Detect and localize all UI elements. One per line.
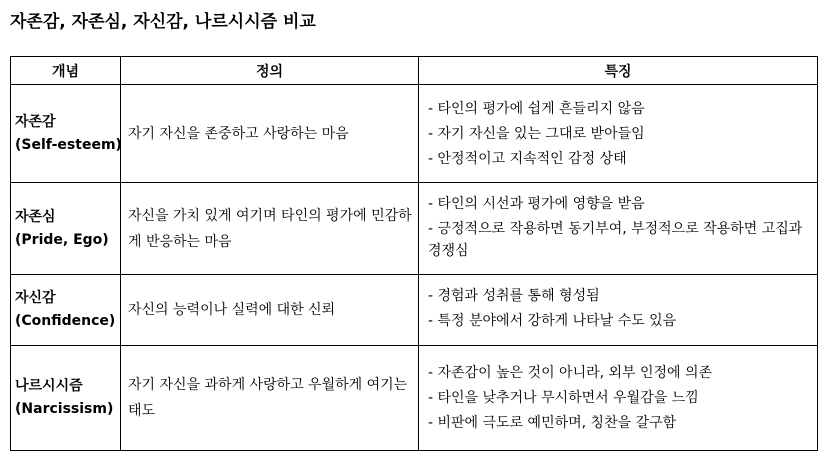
table-header-row — [11, 57, 818, 85]
concept-english-name: (Pride, Ego) — [15, 231, 109, 248]
feature-item: - 자기 자신을 있는 그대로 받아들임 — [428, 125, 645, 142]
feature-item: - 타인의 평가에 쉽게 흔들리지 않음 — [428, 100, 645, 117]
concept-cell — [11, 275, 121, 346]
header-definition: 정의 — [121, 57, 419, 85]
concept-english-name: (Narcissism) — [15, 401, 114, 417]
page-title: 자존감, 자존심, 자신감, 나르시시즘 비교 — [10, 12, 316, 32]
table-row — [11, 346, 818, 451]
definition-text: 자신의 능력이나 실력에 대한 신뢰 — [128, 302, 336, 318]
concept-cell — [11, 85, 121, 183]
feature-item: - 특정 분야에서 강하게 나타날 수도 있음 — [428, 313, 677, 329]
feature-item: - 경험과 성취를 통해 형성됨 — [428, 288, 600, 304]
definition-text: 자기 자신을 존중하고 사랑하는 마음 — [128, 125, 349, 142]
header-features: 특징 — [419, 57, 818, 85]
concept-cell — [11, 346, 121, 451]
feature-item: - 타인을 낮추거나 무시하면서 우월감을 느낌 — [428, 390, 699, 406]
concept-cell — [11, 183, 121, 275]
concept-name: 자존심 — [15, 208, 56, 225]
feature-item: - 안정적이고 지속적인 감정 상태 — [428, 150, 627, 167]
concept-name: 자신감 — [15, 290, 56, 306]
feature-item: - 타인의 시선과 평가에 영향을 받음 — [428, 195, 645, 212]
definition-cell — [121, 346, 419, 451]
definition-text: 자기 자신을 과하게 사랑하고 우월하게 여기는 태도 — [128, 377, 408, 419]
definition-cell — [121, 183, 419, 275]
table-row — [11, 183, 818, 275]
features-cell — [419, 183, 818, 275]
feature-list — [428, 98, 811, 170]
feature-item: - 비판에 극도로 예민하며, 칭찬을 갈구함 — [428, 415, 677, 431]
concept-name: 나르시시즘 — [15, 378, 83, 394]
features-cell — [419, 346, 818, 451]
feature-item: - 긍정적으로 작용하면 동기부여, 부정적으로 작용하면 고집과 경쟁심 — [428, 220, 803, 259]
features-cell — [419, 85, 818, 183]
feature-list — [428, 193, 811, 262]
feature-list — [428, 285, 811, 332]
comparison-table — [10, 56, 818, 451]
feature-item: - 자존감이 높은 것이 아니라, 외부 인정에 의존 — [428, 365, 713, 381]
concept-english-name: (Confidence) — [15, 313, 116, 329]
definition-text: 자신을 가치 있게 여기며 타인의 평가에 민감하게 반응하는 마음 — [128, 207, 412, 250]
table-row — [11, 85, 818, 183]
concept-name: 자존감 — [15, 113, 56, 130]
feature-list — [428, 362, 811, 434]
table-row — [11, 275, 818, 346]
definition-cell — [121, 85, 419, 183]
header-concept: 개념 — [11, 57, 121, 85]
concept-english-name: (Self-esteem) — [15, 136, 122, 153]
definition-cell — [121, 275, 419, 346]
features-cell — [419, 275, 818, 346]
